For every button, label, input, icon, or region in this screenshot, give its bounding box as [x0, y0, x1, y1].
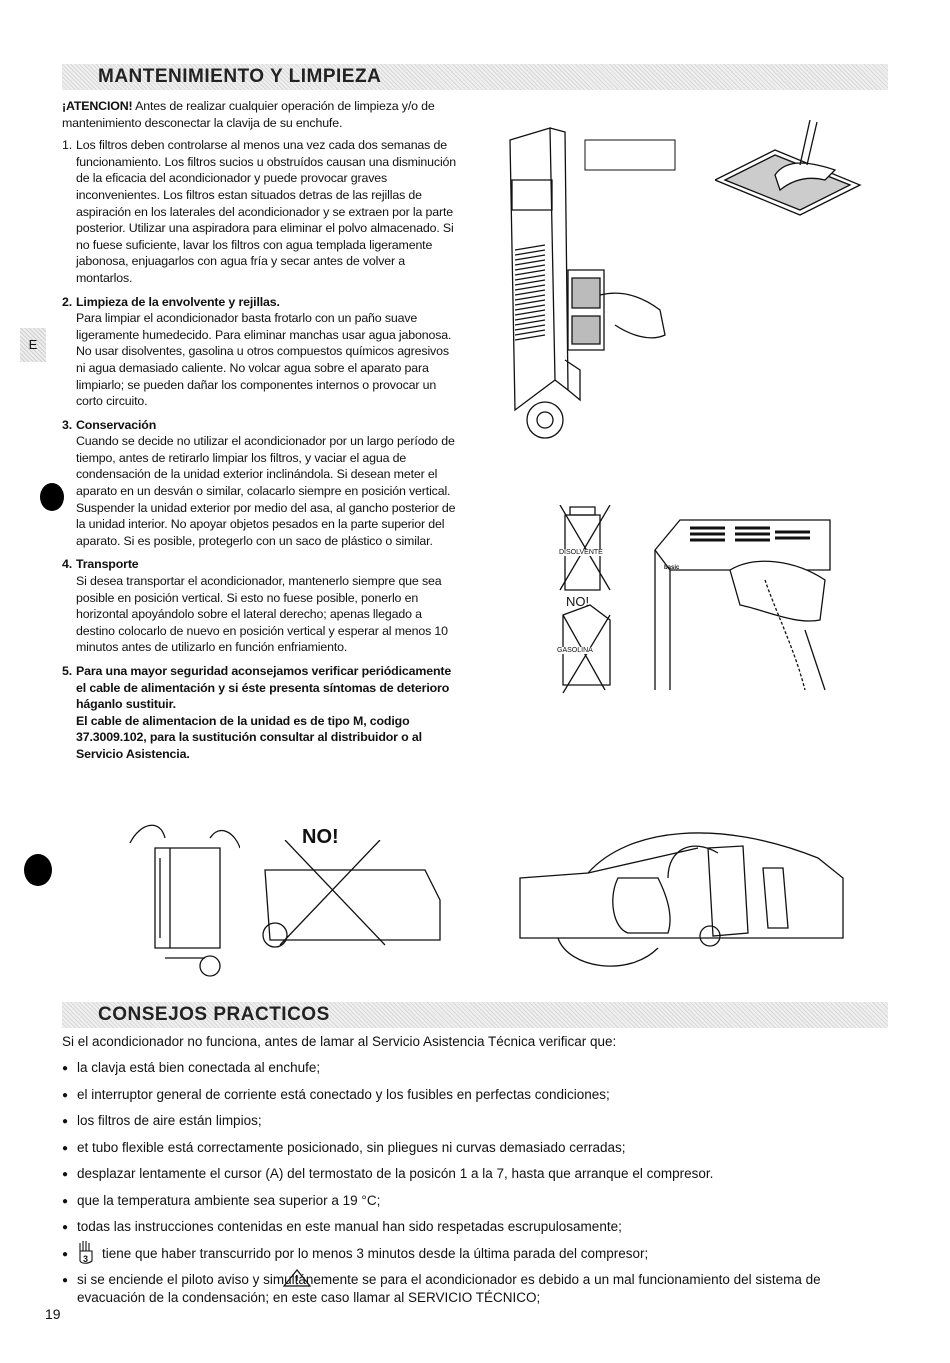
tip-text: tiene que haber transcurrido por lo menos 3 minutos desde la última parada del compresor; [102, 1245, 649, 1261]
list-item [62, 1112, 892, 1130]
transport-horizontal-no-illustration [255, 840, 445, 950]
bullet-icon: ● [62, 1089, 69, 1101]
solvent-label: DISOLVENTE [559, 549, 603, 556]
list-item [62, 1165, 892, 1183]
list-item [62, 1086, 892, 1104]
section-title-tips: CONSEJOS PRACTICOS [98, 1004, 330, 1025]
brand-label: basic [664, 565, 680, 571]
tip-text: desplazar lentamente el cursor (A) del termostato de la posicón 1 a la 7, hasta que arranque el compresor. [77, 1166, 714, 1181]
list-item [62, 1139, 892, 1157]
wipe-casing-illustration [645, 510, 835, 695]
vacuum-filter-illustration [715, 120, 865, 220]
item-number: 5. [62, 664, 73, 678]
tip-text: que la temperatura ambiente sea superior a 19 °C; [77, 1192, 381, 1208]
list-item [62, 1059, 892, 1077]
list-item [62, 1271, 892, 1307]
tips-list [62, 1033, 892, 1316]
gasoline-label: GASOLINA [557, 647, 593, 654]
bullet-icon: ● [62, 1275, 69, 1286]
tip-text: los filtros de aire están limpios; [77, 1113, 262, 1128]
no-warning-large: NO! [302, 826, 339, 848]
attention-text: Antes de realizar cualquier operación de limpieza y/o de mantenimiento desconectar la clavija de su enchufe. [62, 99, 435, 130]
item-number: 2. [62, 294, 73, 309]
list-item [62, 663, 457, 763]
list-item [62, 1192, 892, 1210]
item-number: 3. [62, 417, 73, 432]
tip-text: la clavja está bien conectada al enchufe; [77, 1060, 321, 1075]
item-heading: Limpieza de la envolvente y rejillas. [76, 294, 280, 309]
language-tab: E [20, 328, 46, 362]
item-text: El cable de alimentacion de la unidad es de tipo M, codigo 37.3009.102, para la sustitución consultar al distribuidor o al Servicio Asistencia. [76, 713, 422, 761]
binding-hole-top [40, 483, 64, 511]
filter-removal-illustration [490, 120, 690, 450]
timer-number: 3 [83, 1253, 89, 1264]
car-transport-illustration [518, 818, 848, 978]
list-item [62, 137, 457, 286]
attention-paragraph [62, 98, 457, 131]
bullet-icon: ● [62, 1195, 69, 1207]
item-heading: Conservación [76, 417, 157, 432]
item-text: Si desea transportar el acondicionador, mantenerlo siempre que sea posible en posición vertical. Si esto no fuese posible, ponerlo en horizontal apoyándolo sobre el lateral derecho; apenas llegado a destino colocarlo de nuevo en posición vertical y esperar al menos 10 minutos antes de utilizarlo en función enfriamiento. [76, 574, 448, 655]
bullet-icon: ● [62, 1116, 69, 1127]
tip-text: el interruptor general de corriente está conectado y los fusibles en perfectas condiciones; [77, 1086, 610, 1102]
list-item [62, 294, 457, 410]
tip-text: si se enciende el piloto aviso y simultánemente se para el acondicionador es debido a un mal funcionamiento del sistema de evacuación de la condensación; en este caso llamar al SERVICIO TÉCNICO; [77, 1272, 821, 1305]
list-item [62, 556, 457, 656]
warning-triangle-icon [282, 1268, 312, 1288]
no-warning-small: NO! [566, 594, 590, 609]
page-number: 19 [45, 1306, 61, 1322]
transport-vertical-illustration [120, 818, 240, 978]
binding-hole-bottom [24, 854, 52, 886]
bullet-icon: ● [62, 1142, 69, 1154]
item-number: 1. [62, 138, 73, 153]
list-item [62, 1245, 892, 1263]
item-heading: Transporte [76, 557, 139, 572]
attention-label: ¡ATENCION! [62, 99, 133, 113]
list-item [62, 417, 457, 550]
item-text: Cuando se decide no utilizar el acondicionador por un largo período de tiempo, antes de retirarlo limpiar los filtros, y vaciar el agua de condensación de la unidad exterior inclinándola. Si desean meter el aparato en un desván o similar, colacarlo siempre en posición vertical. Suspender la unidad exterior por medio del asa, al gancho posterior de la unidad interior. No apoyar objetos pesados en la parte superior del aparato. Si es posible, protegerlo con un saco de plástico o similar. [76, 434, 456, 548]
item-text: Los filtros deben controlarse al menos una vez cada dos semanas de funcionamiento. Los filtros sucios u obstruídos causan una disminución de la eficacia del acondicionador y puede provocar graves inconvenientes. Los filtros estan situados detras de las rejillas de aspiración en los laterales del acondicionador y se extraen por la parte posterior. Utilizar una aspiradora para eliminar el polvo almacenado. Si no fuese suficiente, lavar los filtros con agua templada ligeramente jabonosa, enjuagarlos con agua fría y secar antes de volver a montarlos. [76, 138, 457, 285]
item-heading: Para una mayor seguridad aconsejamos verificar periódicamente el cable de alimentación y si éste presenta síntomas de deterioro háganlo sustituir. [76, 664, 452, 712]
tip-text: et tubo flexible está correctamente posicionado, sin pliegues ni curvas demasiado cerradas; [77, 1139, 626, 1155]
tip-text: todas las instrucciones contenidas en este manual han sido respetadas escrupulosamente; [77, 1219, 622, 1234]
bullet-icon: ● [62, 1169, 69, 1180]
maintenance-text-column [62, 98, 457, 770]
item-text: Para limpiar el acondicionador basta frotarlo con un paño suave ligeramente humedecido. Para eliminar manchas usar agua jabonosa. No usar disolventes, gasolina u otros compuestos químicos agresivos ni agua demasiado caliente. No volcar agua sobre el aparato para limpiarlo; se pueden dañar los componentes internos o provocar un corto circuito. [76, 311, 452, 409]
tips-intro: Si el acondicionador no funciona, antes de lamar al Servicio Asistencia Técnica verificar que: [62, 1034, 617, 1049]
item-number: 4. [62, 557, 73, 572]
hand-timer-icon [76, 1239, 96, 1265]
bullet-icon: ● [62, 1248, 69, 1260]
bullet-icon: ● [62, 1063, 69, 1074]
section-title-maintenance: MANTENIMIENTO Y LIMPIEZA [98, 66, 382, 87]
bullet-icon: ● [62, 1222, 69, 1233]
list-item [62, 1218, 892, 1236]
